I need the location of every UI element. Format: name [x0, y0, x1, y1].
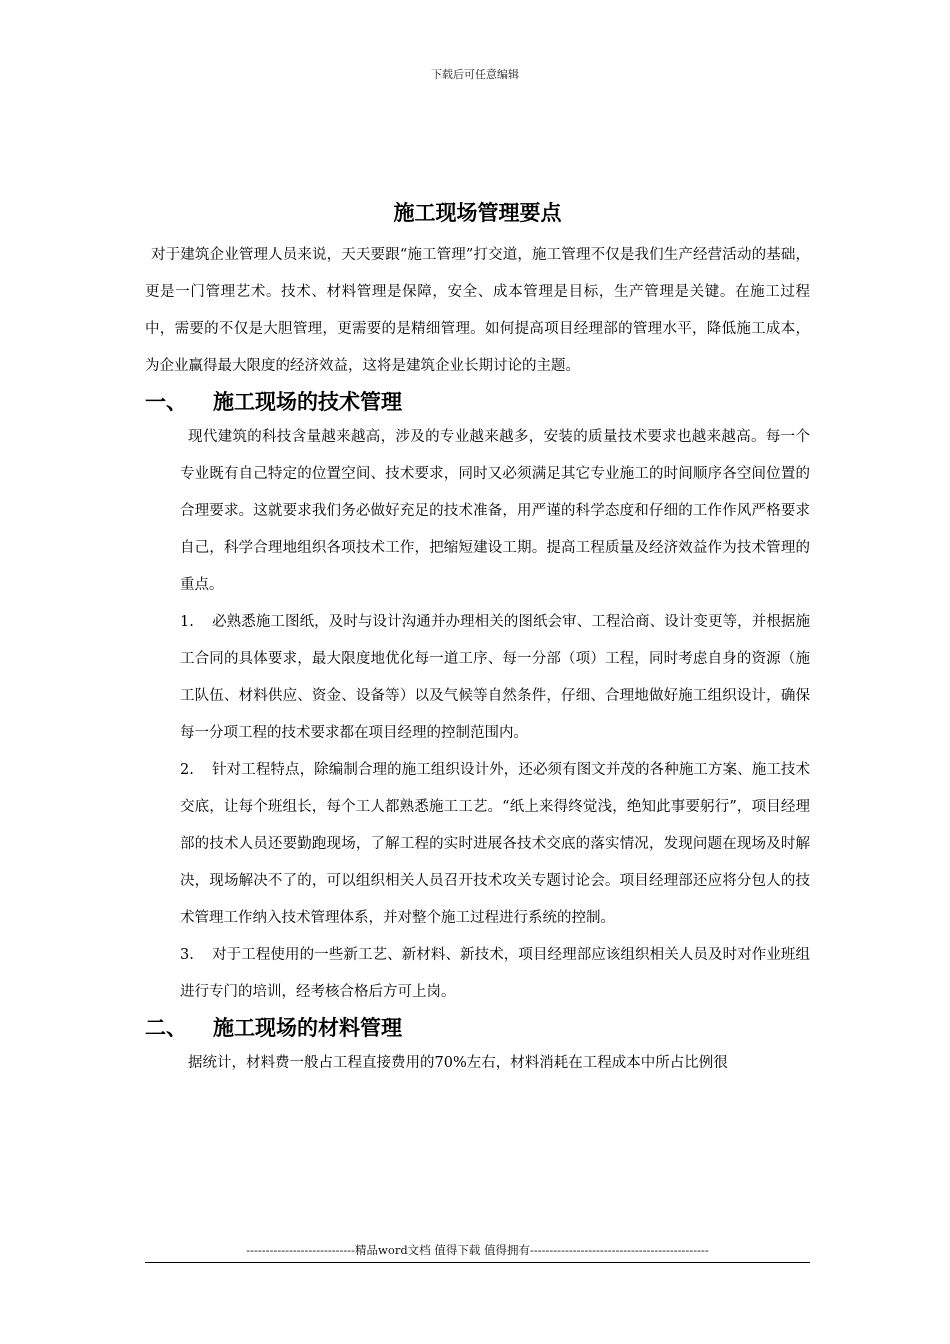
- list-item: [180, 937, 810, 1011]
- list-item: [180, 604, 810, 752]
- list-item-text: 针对工程特点，除编制合理的施工组织设计外，还必须有图文并茂的各种施工方案、施工技术交底，让每个班组长，每个工人都熟悉施工工艺。“纸上来得终觉浅，绝知此事要躬行”，项目经理部的技术人员还要勤跑现场，了解工程的实时进展各技术交底的落实情况，发现问题在现场及时解决，现场解决不了的，可以组织相关人员召开技术攻关专题讨论会。项目经理部还应将分包人的技术管理工作纳入技术管理体系，并对整个施工过程进行系统的控制。: [180, 762, 810, 926]
- section-1-title: 施工现场的技术管理: [213, 389, 402, 414]
- list-item: [180, 752, 810, 937]
- section-1-heading: [145, 385, 810, 419]
- section-2-body: [145, 1045, 810, 1082]
- section-2-paragraph: 据统计，材料费一般占工程直接费用的70%左右，材料消耗在工程成本中所占比例很: [188, 1055, 728, 1071]
- list-item-marker: 3.: [180, 947, 194, 963]
- section-1-paragraph: 现代建筑的科技含量越来越高，涉及的专业越来越多，安装的质量技术要求也越来越高。每一个专业既有自己特定的位置空间、技术要求，同时又必须满足其它专业施工的时间顺序各空间位置的合理要求。这就要求我们务必做好充足的技术准备，用严谨的科学态度和仔细的工作作风严格要求自己，科学合理地组织各项技术工作，把缩短建设工期。提高工程质量及经济效益作为技术管理的重点。: [180, 429, 810, 593]
- section-1-body: [145, 419, 810, 1011]
- list-item-marker: 1.: [180, 614, 194, 630]
- page-header: 下载后可任意编辑: [431, 68, 519, 81]
- section-2-title: 施工现场的材料管理: [213, 1015, 402, 1040]
- section-2-number: 二、: [145, 1015, 187, 1040]
- document-body: [145, 195, 810, 1082]
- document-title: 施工现场管理要点: [393, 200, 562, 225]
- section-1-number: 一、: [145, 389, 187, 414]
- list-item-text: 必熟悉施工图纸，及时与设计沟通并办理相关的图纸会审、工程洽商、设计变更等，并根据施工合同的具体要求，最大限度地优化每一道工序、每一分部（项）工程，同时考虑自身的资源（施工队伍、材料供应、资金、设备等）以及气候等自然条件，仔细、合理地做好施工组织设计，确保每一分项工程的技术要求都在项目经理的控制范围内。: [180, 614, 810, 741]
- footer-divider: [145, 1262, 810, 1263]
- list-item-marker: 2.: [180, 762, 194, 778]
- list-item-text: 对于工程使用的一些新工艺、新材料、新技术，项目经理部应该组织相关人员及时对作业班组进行专门的培训，经考核合格后方可上岗。: [180, 947, 810, 1000]
- section-2-heading: [145, 1011, 810, 1045]
- intro-paragraph: 对于建筑企业管理人员来说，天天要跟“施工管理”打交道，施工管理不仅是我们生产经营活动的基础，更是一门管理艺术。技术、材料管理是保障，安全、成本管理是目标，生产管理是关键。在施工过程中，需要的不仅是大胆管理，更需要的是精细管理。如何提高项目经理部的管理水平，降低施工成本，为企业赢得最大限度的经济效益，这将是建筑企业长期讨论的主题。: [145, 247, 810, 374]
- page-footer: ----------------------------精品word文档 值得下载 值得拥有----------------------------------------------: [246, 1243, 709, 1257]
